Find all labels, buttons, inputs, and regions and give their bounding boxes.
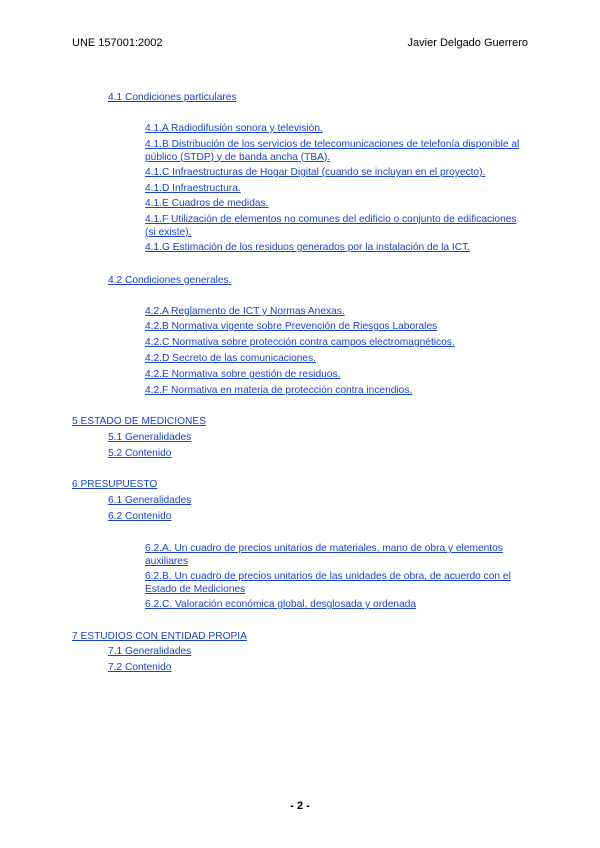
toc-link-4-1-e[interactable]: 4.1.E Cuadros de medidas.	[145, 198, 269, 209]
toc-link-6-2-c[interactable]: 6.2.C. Valoración económica global, desglosada y ordenada	[145, 599, 417, 610]
toc-link-4-1-f[interactable]: 4.1.F Utilización de elementos no comunes del edificio o conjunto de edificaciones (si existe).	[145, 214, 517, 238]
toc-link-5-1[interactable]: 5.1 Generalidades	[108, 432, 192, 443]
toc-link-5-2[interactable]: 5.2 Contenido	[108, 448, 172, 459]
toc-link-6[interactable]: 6 PRESUPUESTO	[72, 479, 158, 490]
toc-link-4-2-a[interactable]: 4.2.A Reglamento de ICT y Normas Anexas.	[145, 306, 345, 317]
header-author: Javier Delgado Guerrero	[407, 37, 528, 49]
toc-link-4-2-f[interactable]: 4.2.F Normativa en materia de protección contra incendios.	[145, 385, 413, 396]
toc-link-4-1-b[interactable]: 4.1.B Distribución de los servicios de telecomunicaciones de telefonía disponible al público (STDP) y de banda ancha (TBA).	[145, 139, 520, 163]
toc-link-4-1-g[interactable]: 4.1.G Estimación de los residuos generados por la instalación de la ICT.	[145, 242, 471, 253]
toc-link-6-1[interactable]: 6.1 Generalidades	[108, 495, 192, 506]
page-number: - 2 -	[290, 800, 310, 812]
toc-link-7-1[interactable]: 7.1 Generalidades	[108, 646, 192, 657]
toc-link-4-2-c[interactable]: 4.2.C Normativa sobre protección contra campos electromagnéticos.	[145, 337, 455, 348]
toc-link-6-2-a[interactable]: 6.2.A. Un cuadro de precios unitarios de materiales, mano de obra y elementos auxiliares	[145, 543, 503, 567]
toc-link-4-2-d[interactable]: 4.2.D Secreto de las comunicaciones.	[145, 353, 317, 364]
toc-link-7-2[interactable]: 7.2 Contenido	[108, 662, 172, 673]
toc-link-4-2-e[interactable]: 4.2.E Normativa sobre gestión de residuos.	[145, 369, 341, 380]
toc-link-6-2[interactable]: 6.2 Contenido	[108, 511, 172, 522]
toc-link-6-2-b[interactable]: 6.2.B. Un cuadro de precios unitarios de las unidades de obra, de acuerdo con el Estado de Mediciones	[145, 571, 511, 595]
toc-link-4-1-a[interactable]: 4.1.A Radiodifusión sonora y televisión.	[145, 123, 323, 134]
toc-link-4-2[interactable]: 4.2 Condiciones generales.	[108, 275, 232, 286]
header-document-code: UNE 157001:2002	[72, 37, 163, 49]
toc-link-5[interactable]: 5 ESTADO DE MEDICIONES	[72, 416, 206, 427]
toc-link-4-2-b[interactable]: 4.2.B Normativa vigente sobre Prevención de Riesgos Laborales	[145, 321, 438, 332]
toc-link-4-1-c[interactable]: 4.1.C Infraestructuras de Hogar Digital (cuando se incluyan en el proyecto).	[145, 167, 486, 178]
toc-link-7[interactable]: 7 ESTUDIOS CON ENTIDAD PROPIA	[72, 631, 247, 642]
toc-link-4-1[interactable]: 4.1 Condiciones particulares	[108, 92, 237, 103]
toc-link-4-1-d[interactable]: 4.1.D Infraestructura.	[145, 183, 241, 194]
